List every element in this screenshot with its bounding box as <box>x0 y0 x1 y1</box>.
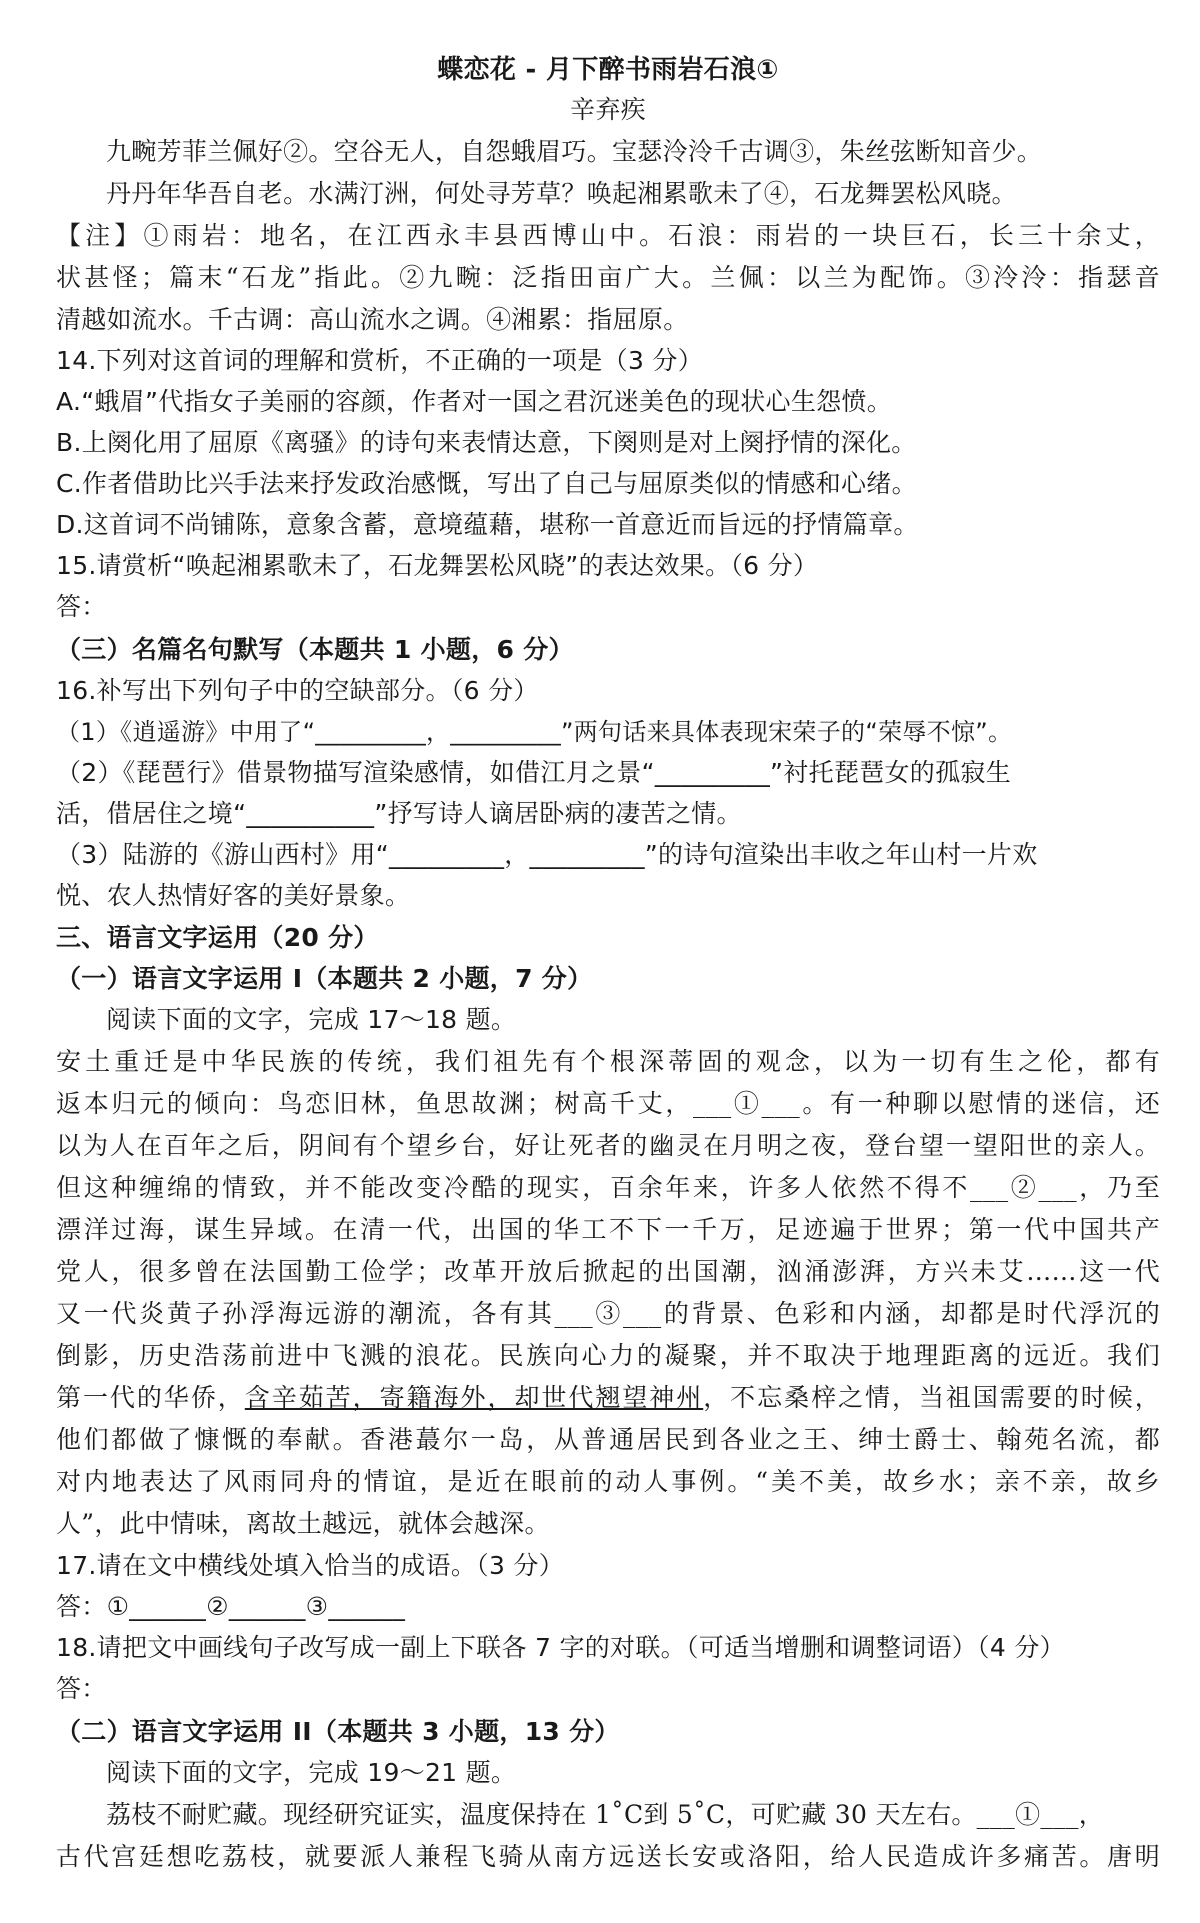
poem-note-1: 【注】①雨岩：地名，在江西永丰县西博山中。石浪：雨岩的一块巨石，长三十余丈， <box>56 221 1160 250</box>
passage-2-line-1: 荔枝不耐贮藏。现经研究证实，温度保持在 1˚C到 5˚C，可贮藏 30 天左右。___①___， <box>106 1800 1105 1829</box>
passage-1-line-6: 党人，很多曾在法国勤工俭学；改革开放后掀起的出国潮，汹涌澎湃，方兴未艾……这一代 <box>56 1257 1160 1286</box>
poem-line-2: 丹丹年华吾自老。水满汀洲，何处寻芳草？唤起湘累歌未了④，石龙舞罢松风晓。 <box>106 179 1017 208</box>
poem-note-2: 状甚怪；篇末“石龙”指此。②九畹：泛指田亩广大。兰佩：以兰为配饰。③泠泠：指瑟音 <box>56 263 1160 292</box>
passage-1-line-10: 他们都做了慷慨的奉献。香港蕞尔一岛，从普通居民到各业之王、绅士爵士、翰苑名流，都 <box>56 1425 1160 1454</box>
passage-1-line-3: 以为人在百年之后，阴间有个望乡台，好让死者的幽灵在月明之夜，登台望一望阳世的亲人。 <box>56 1131 1160 1160</box>
passage-text: 第一代的华侨， <box>56 1383 245 1412</box>
passage-1-line-5: 漂洋过海，谋生异域。在清一代，出国的华工不下一千万，足迹遍于世界；第一代中国共产 <box>56 1215 1160 1244</box>
reading-2-instruction: 阅读下面的文字，完成 19～21 题。 <box>106 1758 517 1787</box>
question-14-option-a: A.“蛾眉”代指女子美丽的容颜，作者对一国之君沉迷美色的现状心生怨愤。 <box>56 387 893 416</box>
passage-text: ，不忘桑梓之情，当祖国需要的时候， <box>703 1383 1160 1412</box>
question-17-answer: 答：①______②______③______ <box>56 1592 406 1621</box>
question-14-option-d: D.这首词不尚铺陈，意象含蓄，意境蕴藉，堪称一首意近而旨远的抒情篇章。 <box>56 510 919 539</box>
passage-1-line-1: 安土重迁是中华民族的传统，我们祖先有个根深蒂固的观念，以为一切有生之伦，都有 <box>56 1047 1160 1076</box>
passage-1-line-8: 倒影，历史浩荡前进中飞溅的浪花。民族向心力的凝聚，并不取决于地理距离的远近。我们 <box>56 1341 1160 1370</box>
underlined-sentence: 含辛茹苦，寄籍海外，却世代翘望神州 <box>244 1383 704 1412</box>
poem-author: 辛弃疾 <box>570 95 646 124</box>
passage-1-line-2: 返本归元的倾向：鸟恋旧林，鱼思故渊；树高千丈，___①___。有一种聊以慰情的迷信，还 <box>56 1089 1160 1118</box>
question-16-item-3a: （3）陆游的《游山西村》用“_________，_________”的诗句渲染出丰收之年山村一片欢 <box>56 840 1038 869</box>
question-16-item-2b: 活，借居住之境“__________”抒写诗人谪居卧病的凄苦之情。 <box>56 799 742 828</box>
section-famous-lines-heading: （三）名篇名句默写（本题共 1 小题，6 分） <box>56 635 574 664</box>
subsection-2-heading: （二）语言文字运用 II（本题共 3 小题，13 分） <box>56 1717 620 1746</box>
question-15-stem: 15.请赏析“唤起湘累歌未了，石龙舞罢松风晓”的表达效果。（6 分） <box>56 551 819 580</box>
reading-1-instruction: 阅读下面的文字，完成 17～18 题。 <box>106 1005 517 1034</box>
passage-1-line-7: 又一代炎黄子孙浮海远游的潮流，各有其___③___的背景、色彩和内涵，却都是时代浮沉的 <box>56 1299 1160 1328</box>
question-16-stem: 16.补写出下列句子中的空缺部分。（6 分） <box>56 676 539 705</box>
subsection-1-heading: （一）语言文字运用 I（本题共 2 小题，7 分） <box>56 964 593 993</box>
question-16-item-3b: 悦、农人热情好客的美好景象。 <box>56 881 411 910</box>
question-16-item-1: （1）《逍遥游》中用了“_________，_________”两句话来具体表现宋荣子的“荣辱不惊”。 <box>56 718 1013 746</box>
question-17-stem: 17.请在文中横线处填入恰当的成语。（3 分） <box>56 1551 565 1580</box>
question-14-stem: 14.下列对这首词的理解和赏析，不正确的一项是（3 分） <box>56 346 704 375</box>
question-18-stem: 18.请把文中画线句子改写成一副上下联各 7 字的对联。（可适当增删和调整词语）（4 分） <box>56 1633 1065 1662</box>
question-16-item-2a: （2）《琵琶行》借景物描写渲染感情，如借江月之景“_________”衬托琵琶女的孤寂生 <box>56 758 1012 787</box>
passage-1-line-12: 人”，此中情味，离故土越远，就体会越深。 <box>56 1509 550 1538</box>
question-14-option-b: B.上阕化用了屈原《离骚》的诗句来表情达意，下阕则是对上阕抒情的深化。 <box>56 428 917 457</box>
question-14-option-c: C.作者借助比兴手法来抒发政治感慨，写出了自己与屈原类似的情感和心绪。 <box>56 469 917 498</box>
passage-1-line-4: 但这种缠绵的情致，并不能改变冷酷的现实，百余年来，许多人依然不得不___②___，乃至 <box>56 1173 1160 1202</box>
poem-line-1: 九畹芳菲兰佩好②。空谷无人，自怨蛾眉巧。宝瑟泠泠千古调③，朱丝弦断知音少。 <box>106 137 1043 166</box>
question-18-answer: 答： <box>56 1674 107 1703</box>
question-15-answer: 答： <box>56 592 107 621</box>
passage-2-line-2: 古代宫廷想吃荔枝，就要派人兼程飞骑从南方远送长安或洛阳，给人民造成许多痛苦。唐明 <box>56 1842 1160 1871</box>
poem-note-3: 清越如流水。千古调：高山流水之调。④湘累：指屈原。 <box>56 305 689 334</box>
passage-1-line-11: 对内地表达了风雨同舟的情谊，是近在眼前的动人事例。“美不美，故乡水；亲不亲，故乡 <box>56 1467 1160 1496</box>
poem-title: 蝶恋花 - 月下醉书雨岩石浪① <box>437 55 779 85</box>
part-3-heading: 三、语言文字运用（20 分） <box>56 923 379 952</box>
passage-1-line-9 <box>56 1380 1160 1416</box>
